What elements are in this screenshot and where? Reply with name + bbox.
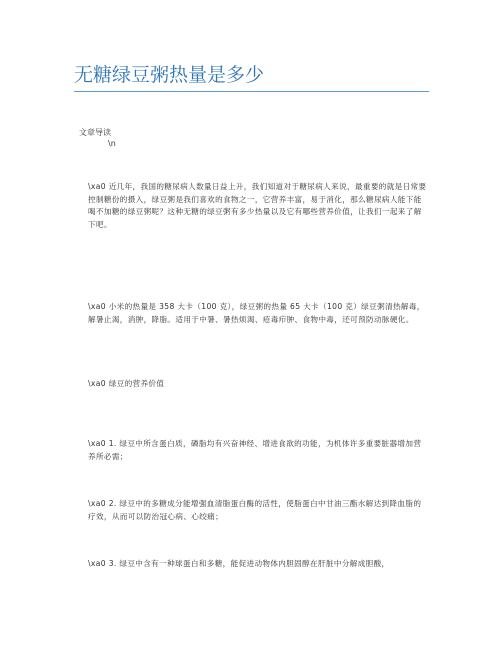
escape-text: \n (108, 139, 116, 148)
paragraph-point-2: \xa0 2. 绿豆中的多糖成分能增强血清脂蛋白酶的活性，使脂蛋白中甘油三酯水解达到降血脂的疗效，从而可以防治冠心病、心绞痛； (88, 499, 422, 521)
paragraph-point-1: \xa0 1. 绿豆中所含蛋白质，磷脂均有兴奋神经、增进食欲的功能，为机体许多重要脏器增加营养所必需； (88, 439, 422, 461)
section-heading: \xa0 绿豆的营养价值 (88, 379, 165, 388)
paragraph-intro: \xa0 近几年，我国的糖尿病人数量日益上升，我们知道对于糖尿病人来说，最重要的就是日常要控制糖份的摄入，绿豆粥是我们喜欢的食物之一，它营养丰富，易于消化，那么糖尿病人能下能喝不加糖的绿豆粥呢？这种无糖的绿豆粥有多少热量以及它有哪些营养价值，让我们一起来了解下吧。 (88, 182, 427, 229)
document-title: 无糖绿豆粥热量是多少 (74, 64, 265, 86)
paragraph-point-3: \xa0 3. 绿豆中含有一种球蛋白和多糖，能促进动物体内胆固醇在肝脏中分解成胆酸， (88, 559, 390, 568)
title-underline (74, 91, 429, 92)
lead-label: 文章导读 (79, 128, 111, 137)
paragraph-calories: \xa0 小米的热量是 358 大卡（100 克），绿豆粥的热量 65 大卡（100 克）绿豆粥清热解毒，解暑止渴，消肿，降脂。适用于中暑、暑热烦渴、疮毒疖肿、食物中毒，还可预防动脉硬化。 (88, 302, 425, 324)
